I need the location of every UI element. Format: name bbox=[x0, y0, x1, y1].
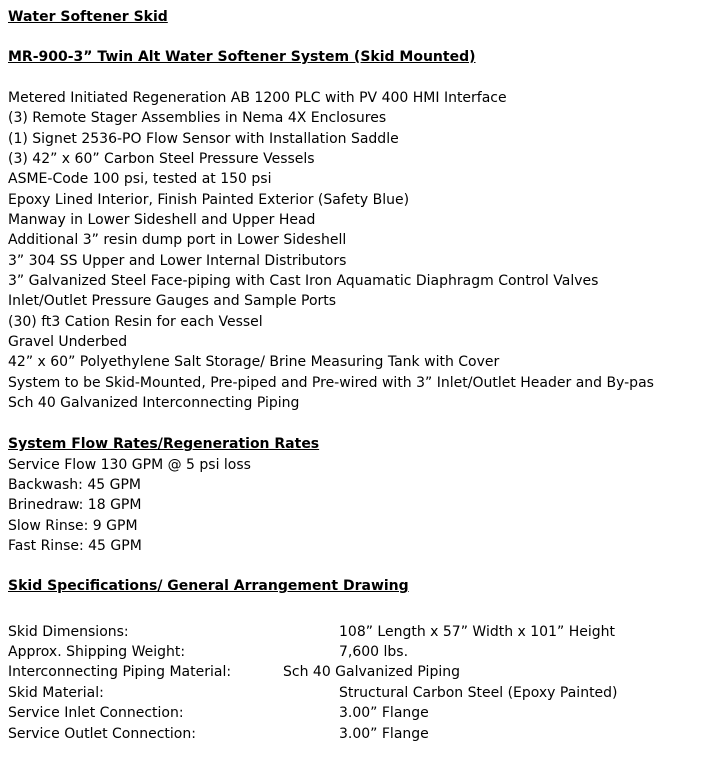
spec-value: 7,600 lbs. bbox=[339, 644, 409, 660]
spec-label: Approx. Shipping Weight: bbox=[8, 644, 186, 660]
feature-item: Sch 40 Galvanized Interconnecting Piping bbox=[8, 395, 300, 411]
spec-value: 108” Length x 57” Width x 101” Height bbox=[339, 624, 615, 640]
spec-label: Skid Material: bbox=[8, 685, 104, 701]
feature-item: Metered Initiated Regeneration AB 1200 PLC with PV 400 HMI Interface bbox=[8, 90, 507, 106]
spec-value: 3.00” Flange bbox=[339, 726, 429, 742]
feature-item: System to be Skid-Mounted, Pre-piped and Pre-wired with 3” Inlet/Outlet Header and By-pas bbox=[8, 375, 654, 391]
system-heading: MR-900-3” Twin Alt Water Softener System (Skid Mounted) bbox=[8, 49, 476, 65]
skid-specs-heading: Skid Specifications/ General Arrangement Drawing bbox=[8, 578, 409, 594]
feature-item: (1) Signet 2536-PO Flow Sensor with Installation Saddle bbox=[8, 131, 399, 147]
feature-item: Epoxy Lined Interior, Finish Painted Exterior (Safety Blue) bbox=[8, 192, 410, 208]
feature-item: (30) ft3 Cation Resin for each Vessel bbox=[8, 314, 263, 330]
spec-label: Skid Dimensions: bbox=[8, 624, 129, 640]
spec-label: Interconnecting Piping Material: bbox=[8, 664, 232, 680]
feature-item: ASME-Code 100 psi, tested at 150 psi bbox=[8, 171, 272, 187]
flow-rate-item: Slow Rinse: 9 GPM bbox=[8, 518, 138, 534]
feature-item: 3” Galvanized Steel Face-piping with Cast Iron Aquamatic Diaphragm Control Valves bbox=[8, 273, 599, 289]
flow-rate-item: Brinedraw: 18 GPM bbox=[8, 497, 142, 513]
spec-value: 3.00” Flange bbox=[339, 705, 429, 721]
flow-rate-item: Backwash: 45 GPM bbox=[8, 477, 141, 493]
spec-value: Structural Carbon Steel (Epoxy Painted) bbox=[339, 685, 618, 701]
spec-label: Service Inlet Connection: bbox=[8, 705, 184, 721]
flow-rates-heading: System Flow Rates/Regeneration Rates bbox=[8, 436, 320, 452]
flow-rate-item: Service Flow 130 GPM @ 5 psi loss bbox=[8, 457, 251, 473]
feature-item: Additional 3” resin dump port in Lower Sideshell bbox=[8, 232, 347, 248]
spec-label: Service Outlet Connection: bbox=[8, 726, 196, 742]
feature-item: Manway in Lower Sideshell and Upper Head bbox=[8, 212, 316, 228]
feature-item: 3” 304 SS Upper and Lower Internal Distributors bbox=[8, 253, 347, 269]
flow-rate-item: Fast Rinse: 45 GPM bbox=[8, 538, 142, 554]
spec-value: Sch 40 Galvanized Piping bbox=[283, 664, 460, 680]
feature-item: 42” x 60” Polyethylene Salt Storage/ Brine Measuring Tank with Cover bbox=[8, 354, 500, 370]
feature-item: (3) Remote Stager Assemblies in Nema 4X Enclosures bbox=[8, 110, 387, 126]
document-title: Water Softener Skid bbox=[8, 9, 168, 25]
feature-item: Inlet/Outlet Pressure Gauges and Sample Ports bbox=[8, 293, 337, 309]
feature-item: Gravel Underbed bbox=[8, 334, 128, 350]
feature-item: (3) 42” x 60” Carbon Steel Pressure Vessels bbox=[8, 151, 315, 167]
